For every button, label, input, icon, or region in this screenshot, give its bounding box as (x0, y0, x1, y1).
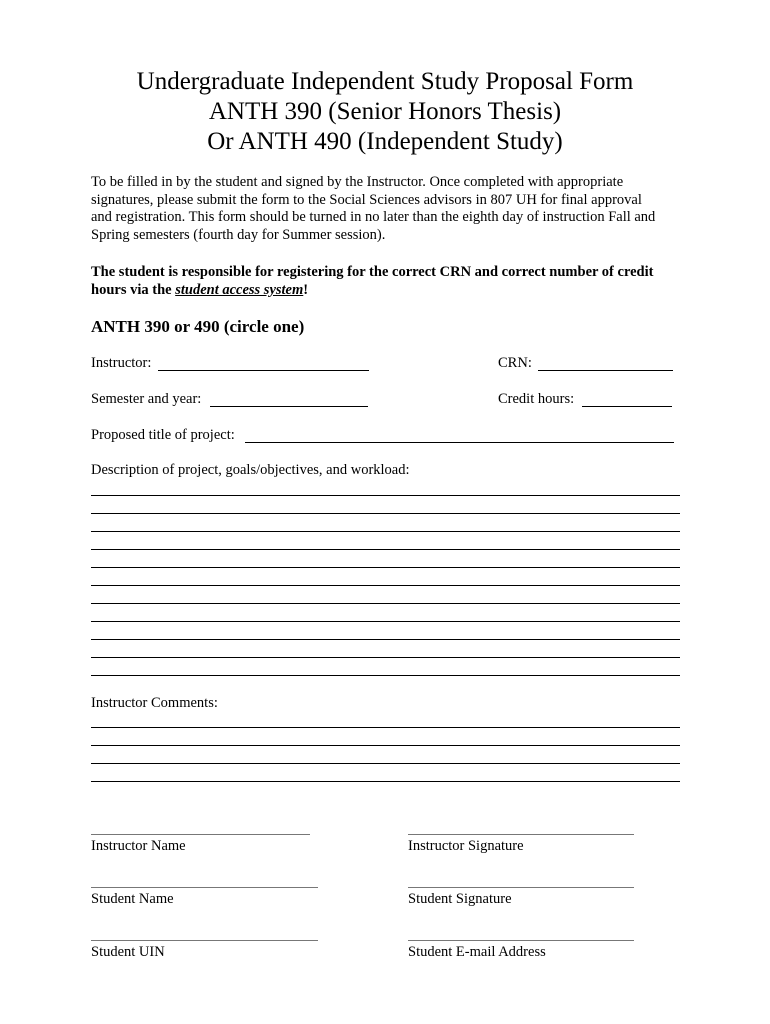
instructor-signature-label: Instructor Signature (408, 838, 524, 854)
student-name-line[interactable] (91, 887, 318, 888)
intro-line: To be filled in by the student and signed by the Instructor. Once completed with appropriate (91, 174, 624, 190)
student-uin-line[interactable] (91, 940, 318, 941)
description-line[interactable] (91, 603, 680, 604)
student-email-label: Student E-mail Address (408, 944, 546, 960)
instructor-field[interactable] (158, 370, 369, 371)
comments-line[interactable] (91, 745, 680, 746)
form-subtitle-anth490: Or ANTH 490 (Independent Study) (207, 128, 563, 155)
registration-notice (91, 263, 691, 299)
description-line[interactable] (91, 567, 680, 568)
student-signature-line[interactable] (408, 887, 634, 888)
intro-paragraph (91, 174, 691, 244)
project-title-label: Proposed title of project: (91, 427, 235, 443)
course-selection-heading: ANTH 390 or 490 (circle one) (91, 317, 305, 336)
crn-field[interactable] (538, 370, 673, 371)
description-line[interactable] (91, 531, 680, 532)
intro-line: Spring semesters (fourth day for Summer session). (91, 226, 386, 243)
description-line[interactable] (91, 513, 680, 514)
notice-line (91, 281, 691, 299)
semester-label: Semester and year: (91, 391, 202, 407)
description-line[interactable] (91, 639, 680, 640)
intro-line: and registration. This form should be turned in no later than the eighth day of instruction Fall and (91, 209, 656, 226)
form-subtitle-anth390: ANTH 390 (Senior Honors Thesis) (208, 98, 562, 125)
student-name-label: Student Name (91, 891, 174, 907)
crn-label: CRN: (498, 355, 532, 371)
comments-line[interactable] (91, 727, 680, 728)
instructor-name-line[interactable] (91, 834, 310, 835)
intro-line: signatures, please submit the form to the Social Sciences advisors in 807 UH for final approval (91, 191, 642, 208)
description-line[interactable] (91, 621, 680, 622)
form-title: Undergraduate Independent Study Proposal Form (136, 68, 634, 95)
description-line[interactable] (91, 585, 680, 586)
credit-hours-field[interactable] (582, 406, 672, 407)
project-title-field[interactable] (245, 442, 674, 443)
student-uin-label: Student UIN (91, 944, 165, 960)
semester-field[interactable] (210, 406, 368, 407)
credit-hours-label: Credit hours: (498, 391, 575, 407)
instructor-name-label: Instructor Name (91, 838, 186, 854)
description-line[interactable] (91, 549, 680, 550)
comments-line[interactable] (91, 781, 680, 782)
instructor-comments-label: Instructor Comments: (91, 695, 218, 711)
description-label: Description of project, goals/objectives, and workload: (91, 462, 410, 478)
instructor-label: Instructor: (91, 355, 152, 371)
comments-line[interactable] (91, 763, 680, 764)
student-signature-label: Student Signature (408, 891, 512, 907)
description-line[interactable] (91, 495, 680, 496)
student-access-system-link[interactable]: student access system (175, 282, 304, 298)
student-email-line[interactable] (408, 940, 634, 941)
notice-line: The student is responsible for registering for the correct CRN and correct number of credit (91, 264, 654, 280)
notice-prefix: hours via the (91, 282, 176, 298)
instructor-signature-line[interactable] (408, 834, 634, 835)
description-line[interactable] (91, 657, 680, 658)
notice-suffix: ! (303, 282, 309, 298)
description-line[interactable] (91, 675, 680, 676)
